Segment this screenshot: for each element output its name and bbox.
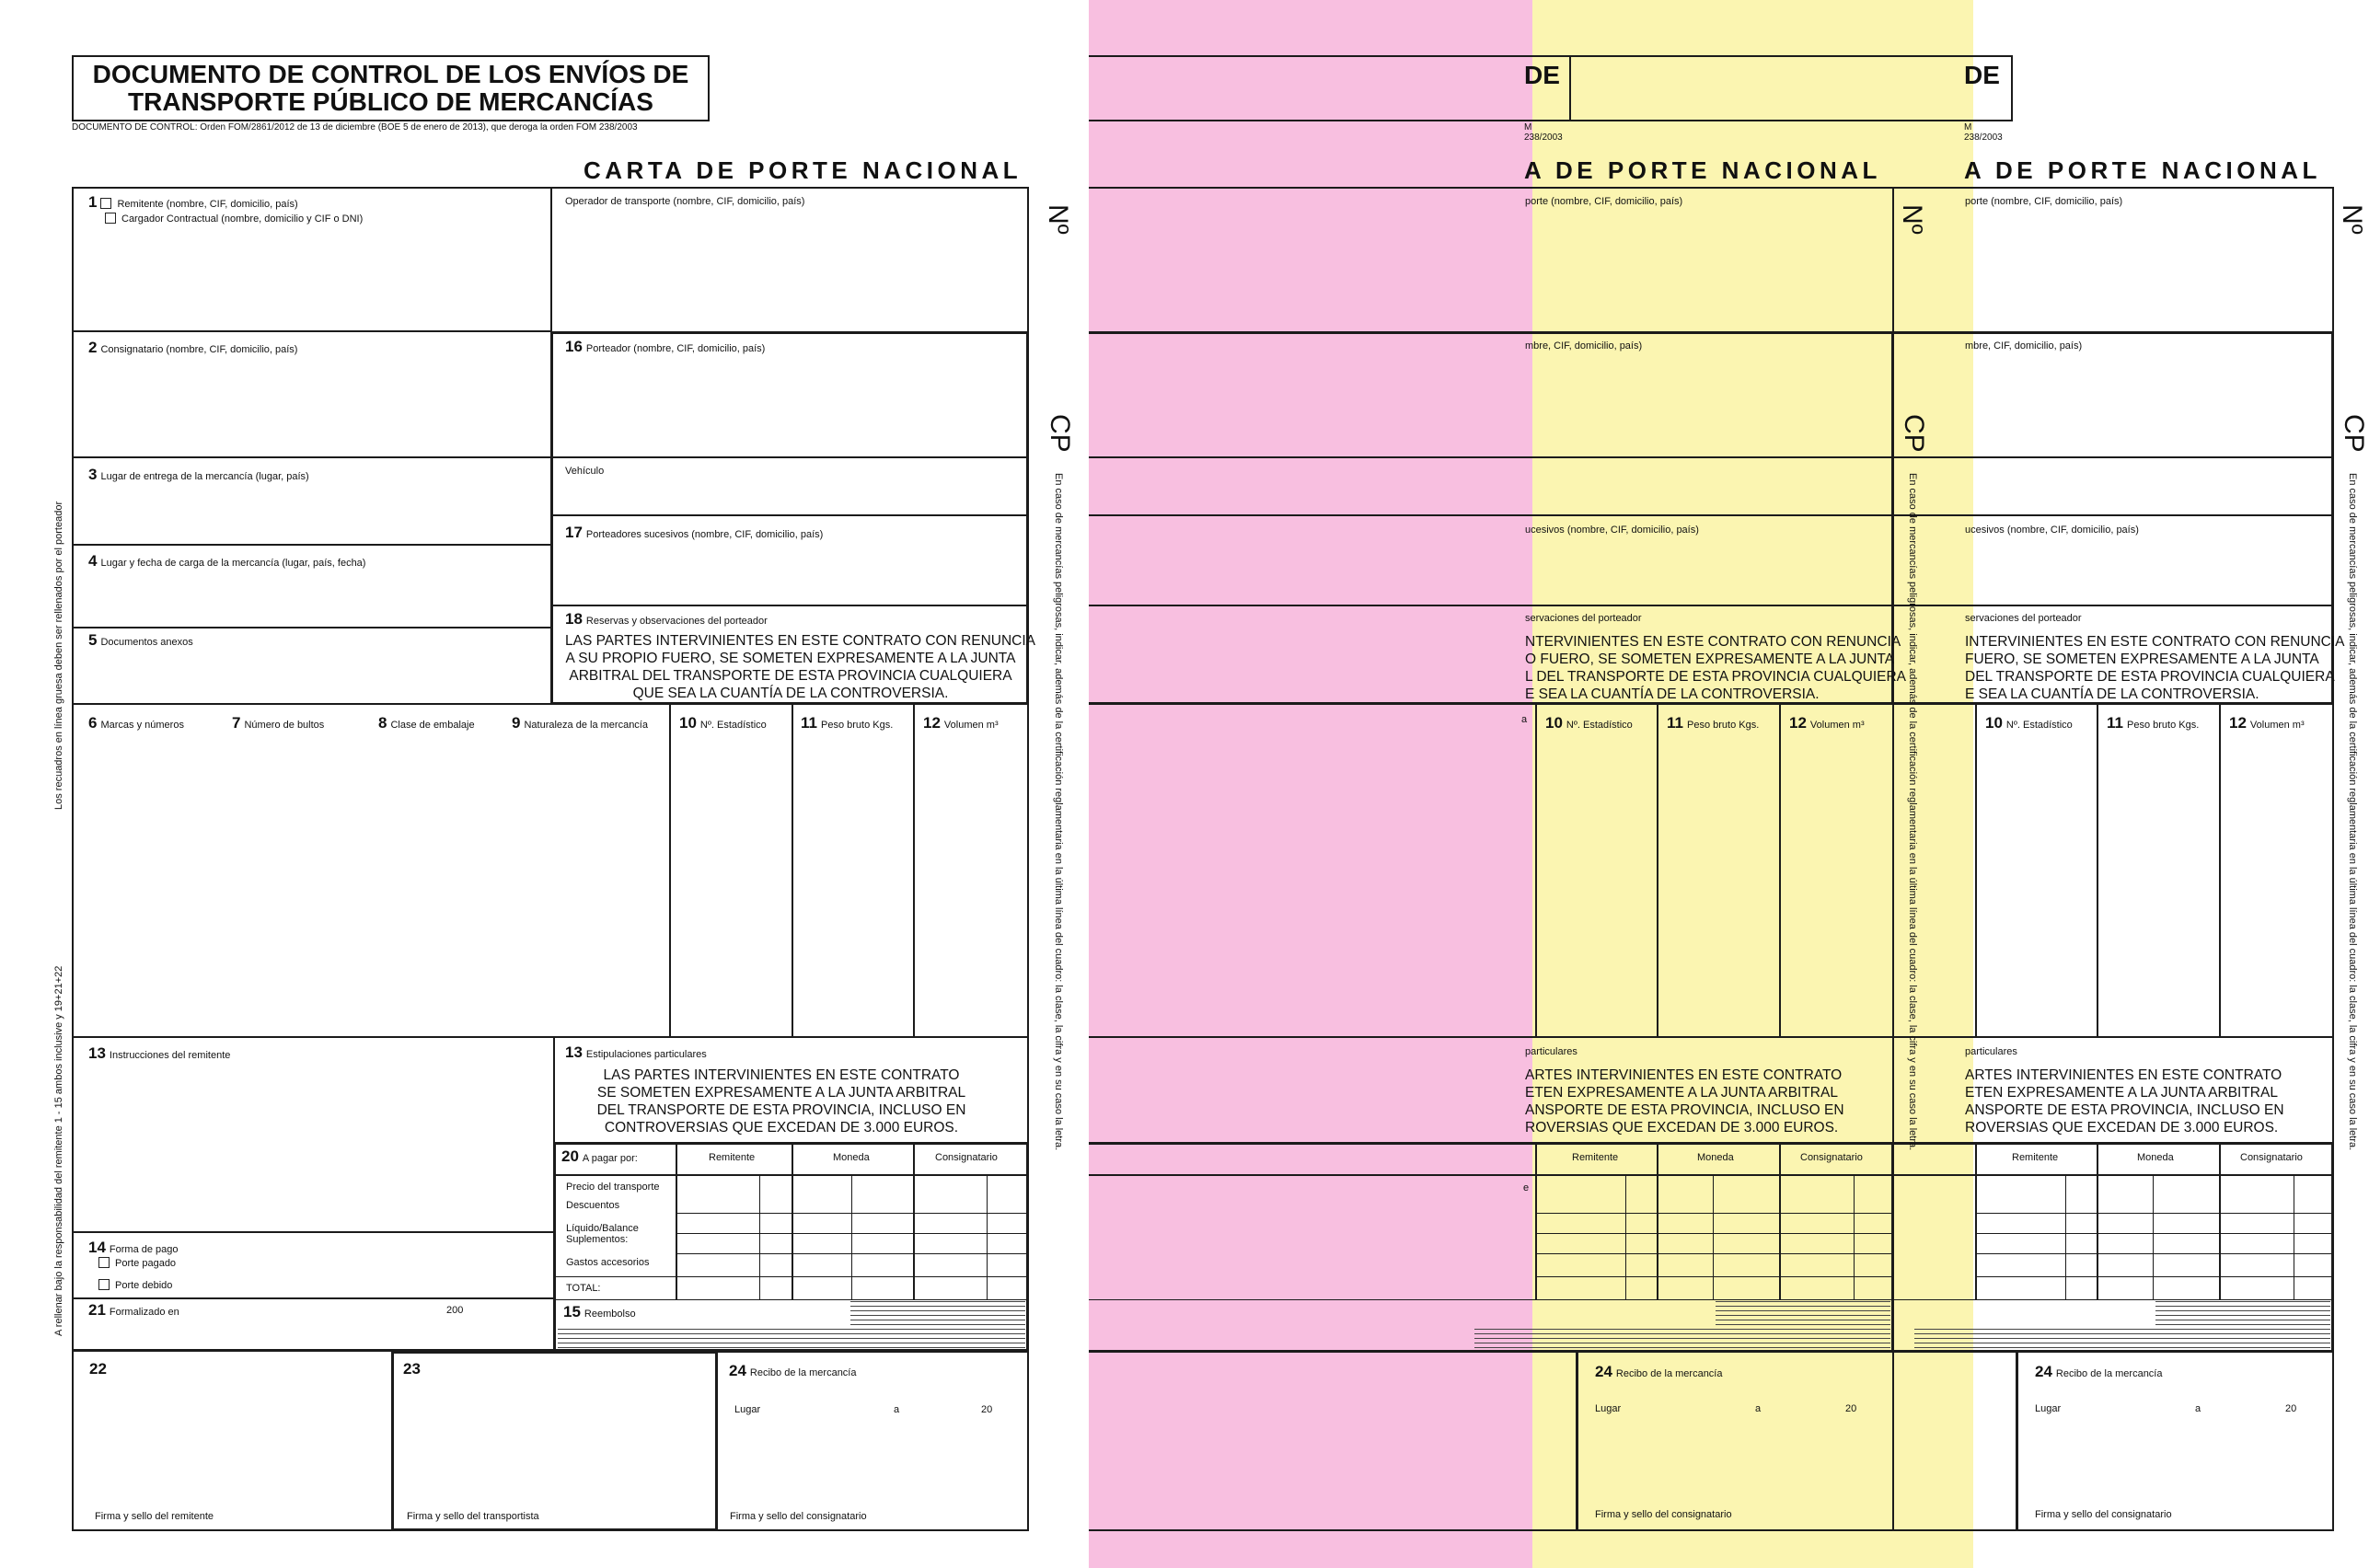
lugar-label: Lugar — [2035, 1403, 2062, 1414]
firma-consignatario-label: Firma y sello del consignatario — [2035, 1509, 2172, 1520]
reservas-clause: LAS PARTES INTERVINIENTES EN ESTE CONTRATO CON RENUNCIA A SU PROPIO FUERO, SE SOMETEN EXPRESAMENTE A LA JUNTA ARBITRAL DEL TRANSPORTE DE ESTA PROVINCIA CUALQUIERA QUE SEA LA CUANTÍA DE LA CONTROVERSIA. — [565, 633, 1036, 701]
estipulaciones-label: particulares — [1525, 1046, 1577, 1057]
field-6-marcas: 6 Marcas y números — [88, 714, 184, 732]
pay-consignatario-header: Consignatario — [935, 1152, 998, 1163]
field-20-a-pagar: 20 A pagar por: — [561, 1147, 638, 1165]
field-3-lugar-entrega[interactable]: 3 Lugar de entrega de la mercancía (lugar, país) — [88, 466, 309, 483]
estadistico-label: Nº. Estadístico — [1566, 720, 1633, 731]
field-9-naturaleza: 9 Naturaleza de la mercancía — [512, 714, 648, 732]
lugar-label: Lugar — [1595, 1403, 1622, 1414]
field-4-lugar-carga[interactable]: 4 Lugar y fecha de carga de la mercancía (lugar, país, fecha) — [88, 552, 366, 570]
numero-label: Nº — [1043, 204, 1073, 235]
porte-pagado-checkbox[interactable] — [98, 1257, 110, 1268]
porteadores-sucesivos-label: ucesivos (nombre, CIF, domicilio, país) — [1965, 525, 2139, 536]
estipulaciones-label: particulares — [1965, 1046, 2017, 1057]
carta-title-fragment: A DE PORTE NACIONAL — [1524, 156, 1881, 184]
field-24-recibo[interactable]: 24 Recibo de la mercancía — [729, 1362, 857, 1379]
recibo-label: Recibo de la mercancía — [2055, 1368, 2163, 1379]
pay-consignatario-header: Consignatario — [2240, 1152, 2303, 1163]
estadistico-label: Nº. Estadístico — [2005, 720, 2073, 731]
dangerous-goods-note: En caso de mercancías peligrosas, indicar, además de la certificación reglamentaria en la última línea del cuadro: la clase, la cifra y en su caso la letra. — [2347, 473, 2358, 1151]
peso-label: Peso bruto Kgs. — [2126, 720, 2200, 731]
volumen-label: Volumen m³ — [1809, 720, 1865, 731]
porteadores-sucesivos-label: ucesivos (nombre, CIF, domicilio, país) — [1525, 525, 1699, 536]
reservas-label: servaciones del porteador — [1525, 613, 1642, 624]
field-13-estipulaciones: 13 Estipulaciones particulares — [565, 1043, 707, 1061]
reembolso-hatching — [850, 1301, 1025, 1325]
field-23[interactable]: 23 — [403, 1360, 421, 1378]
field-15-reembolso[interactable]: 15 Reembolso — [563, 1303, 636, 1320]
porte-debido-checkbox[interactable] — [98, 1279, 110, 1290]
firma-consignatario-label: Firma y sello del consignatario — [730, 1511, 867, 1522]
estipulaciones-clause: LAS PARTES INTERVINIENTES EN ESTE CONTRATO SE SOMETEN EXPRESAMENTE A LA JUNTA ARBITRAL DEL TRANSPORTE DE ESTA PROVINCIA, INCLUSO EN CONTROVERSIAS QUE EXCEDAN DE 3.000 EUROS. — [596, 1067, 966, 1136]
subtitle-fragment: M 238/2003 — [1964, 122, 2003, 143]
field-16-porteador[interactable]: 16 Porteador (nombre, CIF, domicilio, país) — [565, 338, 766, 355]
recibo-label: Recibo de la mercancía — [1615, 1368, 1723, 1379]
peso-label: Peso bruto Kgs. — [1686, 720, 1760, 731]
dangerous-goods-note: En caso de mercancías peligrosas, indicar, además de la certificación reglamentaria en la última línea del cuadro: la clase, la cifra y en su caso la letra. — [1053, 473, 1064, 1151]
field-1-cargador[interactable]: Cargador Contractual (nombre, domicilio y CIF o DNI) — [105, 213, 363, 225]
field-10-estadistico: 10 Nº. Estadístico — [679, 714, 767, 732]
year-label: 20 — [1845, 1403, 1857, 1414]
copy-sheet-yellow: DE M 238/2003 A DE PORTE NACIONAL porte (nombre, CIF, domicilio, país) mbre, CIF, domicilio, país) ucesivos (nombre, CIF, domicilio, país) servaciones del porteador INTERVINIENTES EN ESTE CONTRATO CON RENUNCIA FUERO, SE SOMETEN EXPRESAMENTE A LA JUNTA DEL TRANSPORTE DE ESTA PROVINCIA CUALQUIERA E SEA LA CUANTÍA DE LA CONTROVERSIA. 10 Nº. Estadístico 11 Peso bruto Kgs. 12 Volumen m³ particulares ARTES INTERVINIENTES EN ESTE CONTRATO ETEN EXPRESAMENTE A LA JUNTA ARBITRAL ANSPORTE DE ESTA PROVINCIA, INCLUSO EN ROVERSIAS QUE EXCEDAN DE 3.000 EUROS. Remitente Moneda Consignatario 24 Recibo de la mercancía Lugar a 20 Firma y sello del consignatario Nº CP En caso de mercancías peligrosas, indicar, además de la certificación reglamentaria en la última línea del cuadro: la clase, la cifra y en su caso la letra. — [1529, 0, 1973, 1568]
reservas-clause: NTERVINIENTES EN ESTE CONTRATO CON RENUNCIA O FUERO, SE SOMETEN EXPRESAMENTE A LA JUNTA L DEL TRANSPORTE DE ESTA PROVINCIA CUALQUIERA E SEA LA CUANTÍA DE LA CONTROVERSIA. — [1525, 634, 1907, 702]
operador-label: Operador de transporte (nombre, CIF, domicilio, país) — [565, 196, 805, 207]
a-label: a — [1755, 1403, 1762, 1414]
porteador-label: mbre, CIF, domicilio, país) — [1965, 340, 2083, 352]
pay-entry-grid[interactable] — [677, 1178, 1027, 1297]
pay-moneda-header: Moneda — [2137, 1152, 2174, 1163]
remitente-checkbox[interactable] — [100, 198, 111, 209]
document-subtitle: DOCUMENTO DE CONTROL: Orden FOM/2861/2012 de 13 de diciembre (BOE 5 de enero de 2013), que deroga la orden FOM 238/2003 — [72, 122, 638, 133]
pay-moneda-header: Moneda — [833, 1152, 870, 1163]
operador-label: porte (nombre, CIF, domicilio, país) — [1965, 196, 2123, 207]
pay-remitente-header: Remitente — [2012, 1152, 2059, 1163]
field-11-peso: 11 Peso bruto Kgs. — [801, 714, 894, 732]
firma-transportista-label: Firma y sello del transportista — [407, 1511, 539, 1522]
firma-consignatario-label: Firma y sello del consignatario — [1595, 1509, 1732, 1520]
pay-row-liquido: Líquido/Balance — [566, 1223, 639, 1234]
volumen-label: Volumen m³ — [2249, 720, 2305, 731]
subtitle-fragment: M 238/2003 — [1524, 122, 1563, 143]
pay-row-descuentos: Descuentos — [566, 1200, 620, 1211]
field-23-box — [391, 1351, 718, 1531]
year-label: 20 — [981, 1404, 993, 1415]
porteador-label: mbre, CIF, domicilio, país) — [1525, 340, 1643, 352]
reembolso-hatching-2 — [558, 1329, 1025, 1349]
porte-pagado-option[interactable]: Porte pagado — [98, 1257, 176, 1269]
pay-consignatario-header: Consignatario — [1800, 1152, 1863, 1163]
field-13-instrucciones[interactable]: 13 Instrucciones del remitente — [88, 1044, 231, 1062]
cp-label: CP — [1899, 414, 1929, 453]
field-5-documentos[interactable]: 5 Documentos anexos — [88, 631, 193, 649]
copy-sheet-pink: DE M 238/2003 A DE PORTE NACIONAL porte (nombre, CIF, domicilio, país) mbre, CIF, domicilio, país) ucesivos (nombre, CIF, domicilio, país) servaciones del porteador NTERVINIENTES EN ESTE CONTRATO CON RENUNCIA O FUERO, SE SOMETEN EXPRESAMENTE A LA JUNTA L DEL TRANSPORTE DE ESTA PROVINCIA CUALQUIERA E SEA LA CUANTÍA DE LA CONTROVERSIA. a 10 Nº. Estadístico 11 Peso bruto Kgs. 12 Volumen m³ particulares ARTES INTERVINIENTES EN ESTE CONTRATO ETEN EXPRESAMENTE A LA JUNTA ARBITRAL ANSPORTE DE ESTA PROVINCIA, INCLUSO EN ROVERSIAS QUE EXCEDAN DE 3.000 EUROS. e Remitente Moneda Consignatario 24 Recibo de la mercancía Lugar a 20 Firma y sello del consignatario Nº CP En caso de mercancías peligrosas, indicar, además de la certificación reglamentaria en la última línea del cuadro: la clase, la cifra y en su caso la letra. — [1089, 0, 1532, 1568]
goods-entry-area[interactable] — [88, 736, 1016, 1031]
porte-debido-option[interactable]: Porte debido — [98, 1279, 172, 1291]
pay-remitente-header: Remitente — [709, 1152, 756, 1163]
thick-lines-note: Los recuadros en línea gruesa deben ser rellenados por el porteador — [53, 501, 64, 810]
reservas-label: servaciones del porteador — [1965, 613, 2082, 624]
field-7-bultos: 7 Número de bultos — [232, 714, 325, 732]
pay-row-suplementos: Suplementos: — [566, 1234, 629, 1245]
operador-label: porte (nombre, CIF, domicilio, país) — [1525, 196, 1683, 207]
field-1-remitente[interactable]: 1 Remitente (nombre, CIF, domicilio, país) — [88, 193, 298, 211]
field-14-forma-pago: 14 Forma de pago — [88, 1239, 179, 1256]
estipulaciones-clause: ARTES INTERVINIENTES EN ESTE CONTRATO ETEN EXPRESAMENTE A LA JUNTA ARBITRAL ANSPORTE DE ESTA PROVINCIA, INCLUSO EN ROVERSIAS QUE EXCEDAN DE 3.000 EUROS. — [1965, 1067, 2284, 1136]
field-12-volumen: 12 Volumen m³ — [923, 714, 999, 732]
formalizado-year: 200 — [446, 1305, 464, 1316]
receipt-frame — [1088, 1351, 1894, 1531]
carta-title: CARTA DE PORTE NACIONAL — [584, 156, 1023, 184]
field-2-consignatario[interactable]: 2 Consignatario (nombre, CIF, domicilio, país) — [88, 339, 298, 356]
reservas-clause: INTERVINIENTES EN ESTE CONTRATO CON RENUNCIA FUERO, SE SOMETEN EXPRESAMENTE A LA JUNTA DEL TRANSPORTE DE ESTA PROVINCIA CUALQUIERA E SEA LA CUANTÍA DE LA CONTROVERSIA. — [1965, 634, 2345, 702]
field-18-reservas[interactable]: 18 Reservas y observaciones del porteador — [565, 610, 768, 628]
field-22[interactable]: 22 — [89, 1360, 107, 1378]
dangerous-goods-note: En caso de mercancías peligrosas, indicar, además de la certificación reglamentaria en la última línea del cuadro: la clase, la cifra y en su caso la letra. — [1907, 473, 1918, 1151]
document-title: DOCUMENTO DE CONTROL DE LOS ENVÍOS DE TRANSPORTE PÚBLICO DE MERCANCÍAS — [72, 55, 710, 121]
numero-label: Nº — [2337, 204, 2367, 235]
vehiculo-field[interactable]: Vehículo — [565, 466, 605, 477]
cp-label: CP — [1045, 414, 1075, 453]
pay-row-gastos: Gastos accesorios — [566, 1257, 650, 1268]
field-8-embalaje: 8 Clase de embalaje — [378, 714, 475, 732]
pay-row-precio: Precio del transporte — [566, 1182, 660, 1193]
field-21-formalizado[interactable]: 21 Formalizado en — [88, 1301, 179, 1319]
carta-title-fragment: A DE PORTE NACIONAL — [1964, 156, 2321, 184]
a-label: a — [2195, 1403, 2201, 1414]
sender-responsibility-note: A rellenar bajo la responsabilidad del remitente 1 - 15 ambos inclusive y 19+21+22 — [53, 965, 64, 1336]
a-label: a — [894, 1404, 900, 1415]
title-fragment: DE — [1964, 61, 2000, 89]
field-17-porteadores-sucesivos[interactable]: 17 Porteadores sucesivos (nombre, CIF, domicilio, país) — [565, 524, 824, 541]
year-label: 20 — [2285, 1403, 2297, 1414]
estipulaciones-clause: ARTES INTERVINIENTES EN ESTE CONTRATO ETEN EXPRESAMENTE A LA JUNTA ARBITRAL ANSPORTE DE ESTA PROVINCIA, INCLUSO EN ROVERSIAS QUE EXCEDAN DE 3.000 EUROS. — [1525, 1067, 1844, 1136]
firma-remitente-label: Firma y sello del remitente — [95, 1511, 214, 1522]
lugar-label: Lugar — [734, 1404, 761, 1415]
cp-label: CP — [2339, 414, 2369, 453]
title-fragment: DE — [1524, 61, 1560, 89]
numero-label: Nº — [1897, 204, 1927, 235]
pay-row-total: TOTAL: — [566, 1283, 601, 1294]
pay-remitente-header: Remitente — [1572, 1152, 1619, 1163]
cargador-checkbox[interactable] — [105, 213, 116, 224]
original-sheet — [0, 0, 1089, 1568]
pay-moneda-header: Moneda — [1697, 1152, 1734, 1163]
